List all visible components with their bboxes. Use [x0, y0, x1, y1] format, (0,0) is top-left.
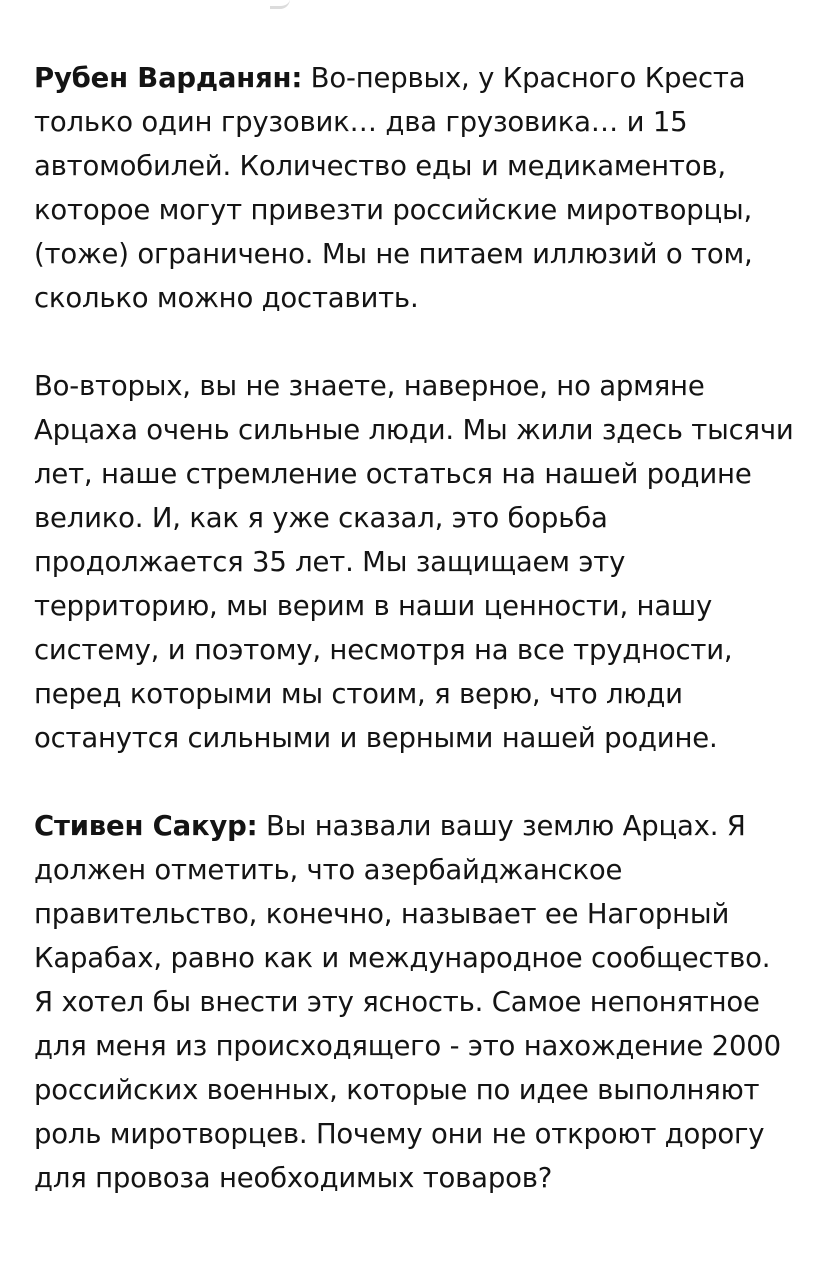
paragraph-text: Во-вторых, вы не знаете, наверное, но армяне Арцаха очень сильные люди. Мы жили здесь тысячи лет, наше стремление остаться на нашей родине велико. И, как я уже сказал, это борьба продолжается 35 лет. Мы защищаем эту территорию, мы верим в наши ценности, нашу систему, и поэтому, несмотря на все трудности, перед которыми мы стоим, я верю, что люди останутся сильными и верными нашей родине. — [34, 370, 794, 754]
paragraph-vardanyan — [34, 56, 794, 320]
speaker-name: Стивен Сакур: — [34, 810, 258, 842]
clipped-text-fragment — [270, 0, 290, 9]
paragraph-sackur — [34, 804, 794, 1200]
paragraph-vardanyan-continued — [34, 364, 794, 760]
speaker-name: Рубен Варданян: — [34, 62, 303, 94]
paragraph-text: Во-первых, у Красного Креста только один грузовик… два грузовика… и 15 автомобилей. Количество еды и медикаментов, которое могут привезти российские миротворцы, (тоже) ограничено. Мы не питаем иллюзий о том, сколько можно доставить. — [34, 62, 753, 314]
paragraph-text: Вы назвали вашу землю Арцах. Я должен отметить, что азербайджанское правительство, конечно, называет ее Нагорный Карабах, равно как и международное сообщество. Я хотел бы внести эту ясность. Самое непонятное для меня из происходящего - это нахождение 2000 российских военных, которые по идее выполняют роль миротворцев. Почему они не откроют дорогу для провоза необходимых товаров? — [34, 810, 781, 1194]
article-body — [34, 56, 794, 1244]
